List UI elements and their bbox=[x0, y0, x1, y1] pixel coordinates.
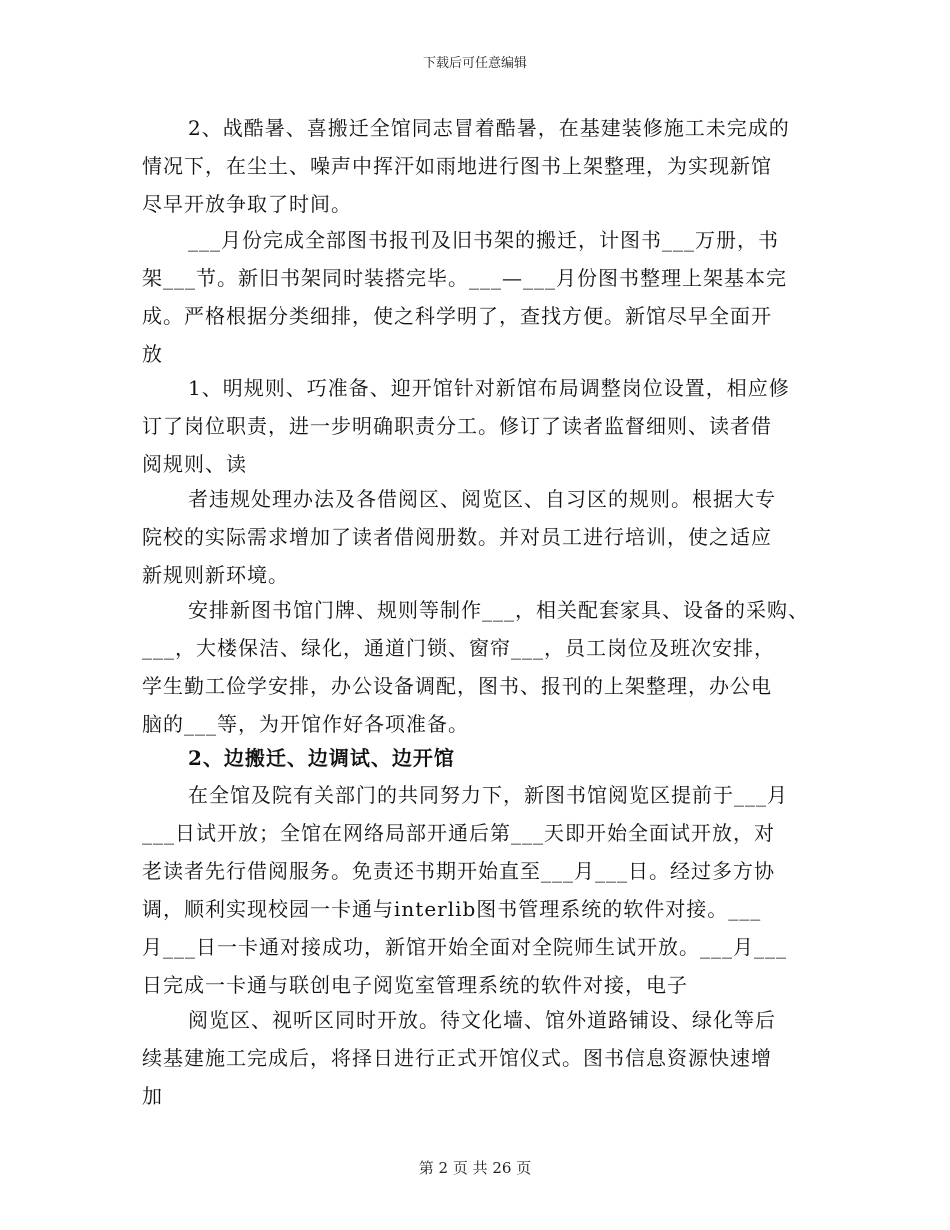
text-line: 阅览区、视听区同时开放。待文化墙、馆外道路铺设、绿化等后 bbox=[188, 1008, 776, 1032]
text-line: 老读者先行借阅服务。免责还书期开始直至___月___日。经过多方协 bbox=[142, 859, 775, 883]
text-line: 调，顺利实现校园一卡通与interlib图书管理系统的软件对接。___ bbox=[142, 897, 762, 921]
text-line: 新规则新环境。 bbox=[142, 563, 289, 587]
text-line: 续基建施工完成后，将择日进行正式开馆仪式。图书信息资源快速增 bbox=[142, 1046, 772, 1070]
paragraph-7 bbox=[142, 1001, 822, 1115]
paragraph-1 bbox=[142, 109, 822, 223]
paragraph-6 bbox=[142, 776, 822, 1004]
text-line: 学生勤工俭学安排，办公设备调配，图书、报刊的上架整理，办公电 bbox=[142, 674, 772, 698]
text-line: 阅规则、读 bbox=[142, 452, 247, 476]
heading-text: 2、边搬迁、边调试、边开馆 bbox=[188, 746, 455, 770]
text-line: ___日试开放；全馆在网络局部开通后第___天即开始全面试开放，对 bbox=[142, 821, 775, 845]
paragraph-4 bbox=[142, 480, 822, 594]
text-line: 放 bbox=[142, 342, 163, 366]
text-line: 脑的___等，为开馆作好各项准备。 bbox=[142, 712, 469, 736]
text-line: 加 bbox=[142, 1084, 163, 1108]
text-line: 日完成一卡通与联创电子阅览室管理系统的软件对接，电子 bbox=[142, 973, 688, 997]
text-line: 安排新图书馆门牌、规则等制作___，相关配套家具、设备的采购、 bbox=[188, 598, 809, 622]
text-line: 院校的实际需求增加了读者借阅册数。并对员工进行培训，使之适应 bbox=[142, 525, 772, 549]
paragraph-5 bbox=[142, 591, 842, 743]
text-line: 1、明规则、巧准备、迎开馆针对新馆布局调整岗位设置，相应修 bbox=[188, 376, 790, 400]
text-line: 者违规处理办法及各借阅区、阅览区、自习区的规则。根据大专 bbox=[188, 487, 776, 511]
paragraph-2 bbox=[142, 221, 822, 373]
page-footer: 第 2 页 共 26 页 bbox=[418, 1159, 532, 1177]
text-line: 订了岗位职责，进一步明确职责分工。修订了读者监督细则、读者借 bbox=[142, 414, 772, 438]
text-line: 架___节。新旧书架同时装搭完毕。___—___月份图书整理上架基本完 bbox=[142, 266, 787, 290]
text-line: 月___日一卡通对接成功，新馆开始全面对全院师生试开放。___月___ bbox=[142, 935, 787, 959]
text-line: 成。严格根据分类细排，使之科学明了，查找方便。新馆尽早全面开 bbox=[142, 304, 772, 328]
page-header: 下载后可任意编辑 bbox=[422, 56, 527, 71]
text-line: 尽早开放争取了时间。 bbox=[142, 192, 352, 216]
text-line: ___月份完成全部图书报刊及旧书架的搬迁，计图书___万册，书 bbox=[188, 228, 779, 252]
text-line: ___，大楼保洁、绿化，通道门锁、窗帘___，员工岗位及班次安排， bbox=[142, 636, 775, 660]
section-heading bbox=[142, 739, 822, 777]
text-line: 情况下，在尘土、噪声中挥汗如雨地进行图书上架整理，为实现新馆 bbox=[142, 154, 772, 178]
paragraph-3 bbox=[142, 369, 822, 483]
text-line: 在全馆及院有关部门的共同努力下，新图书馆阅览区提前于___月 bbox=[188, 783, 788, 807]
text-line: 2、战酷暑、喜搬迁全馆同志冒着酷暑，在基建装修施工未完成的 bbox=[188, 116, 790, 140]
